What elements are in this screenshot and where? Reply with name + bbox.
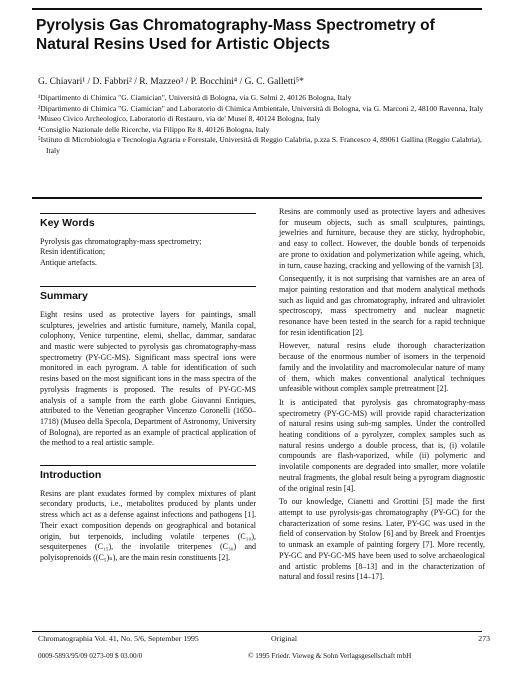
keyword-item: Pyrolysis gas chromatography-mass spectrometry;: [40, 236, 202, 246]
issn-codes: 0009-5893/95/09 0273-09 $ 03.00/0: [38, 652, 143, 660]
copyright-notice: © 1995 Friedr. Vieweg & Sohn Verlagsgesellschaft mbH: [248, 652, 412, 660]
introduction-rule: [40, 465, 256, 466]
keyword-item: Antique artefacts.: [40, 257, 97, 267]
summary-heading: Summary: [40, 290, 88, 303]
summary-text: Eight resins used as protective layers for paintings, small sculptures, jewelries and artistic furniture, namely, Manila copal, colophony, Venice turpentine, elemi, shellac, dammar, sandarac and mastic were subjected to pyrolysis gas chromatography-mass spectrometry (PY-GC-MS). Significant mass spectral ions were monitored in each pyrogram. A table for identification of such resins based on the most significant ions in the mass spectra of the pyrolysis fragments is proposed. The results of PY-GC-MS analysis of a sample from the earth globe Giovanni Enriques, attributed to the Venetian geographer Vincenzo Coronelli (1650–1718) (Museo della Specola, Department of Astronomy, University of Bologna), are reported as an example of practical application of the method to a real artistic sample.: [40, 309, 256, 448]
affiliation-4: ⁴Consiglio Nazionale delle Ricerche, via Filippo Re 8, 40126 Bologna, Italy: [38, 124, 270, 134]
keywords-list: [40, 237, 256, 269]
keywords-rule: [40, 213, 256, 214]
journal-citation: Chromatographia Vol. 41, No. 5/6, September 1995: [38, 634, 199, 643]
affiliation-2: ²Dipartimento di Chimica "G. Ciamician" and Laboratorio di Chimica Ambientale, Università di Bologna, via G. Marconi 2, 48100 Ravenna, Italy: [38, 103, 484, 113]
footer-rule: [32, 631, 482, 632]
article-type: Original: [271, 634, 297, 643]
left-column: [40, 207, 256, 567]
footer-line: [38, 634, 490, 643]
body-paragraph: However, natural resins elude thorough characterization because of the enormous number of isomers in the terpenoid family and the involatility and macromolecular nature of many of them, which makes conventional analytical techniques unfeasible without complex sample pretreatment [2].: [279, 341, 485, 394]
affiliation-list: [38, 93, 488, 157]
right-column: [279, 207, 485, 586]
keyword-item: Resin identification;: [40, 247, 106, 257]
header-divider: [32, 197, 482, 199]
author-list: G. Chiavari¹ / D. Fabbri² / R. Mazzeo³ / P. Bocchini⁴ / G. C. Galletti⁵*: [38, 77, 304, 87]
page-number: 273: [478, 634, 490, 643]
affiliation-3: ³Museo Civico Archeologico, Laboratorio di Restauro, via de' Musei 8, 40124 Bologna, Italy: [38, 114, 321, 124]
body-paragraph: It is anticipated that pyrolysis gas chromatography-mass spectrometry (PY-GC-MS) will provide rapid characterization of natural resins using sub-mg samples. Under the controlled heating conditions of a pyrolyzer, complex samples such as natural resins undergo a double process, that is, (i) volatile compounds are flash-vaporized, while (ii) polymeric and involatile components are degraded into smaller, more volatile neutral fragments, the global result being a pyrogram diagnostic of the original resin [4].: [279, 397, 485, 493]
body-paragraph: To our knowledge, Cianetti and Grottini [5] made the first attempt to use pyrolysis-gas chromatography (PY-GC) for the characterization of some resins. Later, PY-GC was used in the field of conservation by Stolow [6] and by Breek and Froentjes to unmask an example of painting forgery [7]. More recently, PY-GC and PY-GC-MS have been used to solve archaeological and artistic problems [8–13] and in the characterization of natural and fossil resins [14–17].: [279, 497, 485, 582]
body-paragraph: Consequently, it is not surprising that varnishes are an area of major painting restoration and that modern analytical methods such as liquid and gas chromatography, infrared and ultraviolet spectroscopy, mass spectrometry and nuclear magnetic resonance have been tested in the search for a rapid technique for resin identification [2].: [279, 274, 485, 337]
introduction-heading: Introduction: [40, 469, 102, 482]
keywords-heading: Key Words: [40, 217, 95, 229]
footer-codes-line: [38, 652, 490, 660]
affiliation-1: ¹Dipartimento di Chimica "G. Ciamician", Università di Bologna, via G. Selmi 2, 40126 Bologna, Italy: [38, 93, 352, 102]
introduction-text: Resins are plant exudates formed by complex mixtures of plant secondary products, i.e., metabolites produced by plants under stress which act as a defense against infections and pathogens [1]. Their exact composition depends on geographical and botanical origin, but terpenoids, including volatile terpenes (C₁₀), sesquiterpenes (C₁₅), the involatile triterpenes (C₃₀) and polyisoprenoids ((C₅)ₙ), are the main resin constituents [2].: [40, 488, 256, 562]
affiliation-5: ⁵Istituto di Microbiologia e Tecnologia Agraria e Forestale, Università di Reggio Calabria, p.zza S. Francesco 4, 89061 Gallina (Reggio Calabria), Italy: [38, 135, 482, 155]
top-rule: [32, 8, 482, 10]
article-title: Pyrolysis Gas Chromatography-Mass Spectrometry of Natural Resins Used for Artistic Objects: [36, 17, 435, 53]
body-paragraph: Resins are commonly used as protective layers and adhesives for museum objects, such as small sculptures, paintings, jewelries and furniture, because they are sticky, hydrophobic, and easy to collect. However, the double bonds of terpenoids are prone to oxidation and polymerization while ageing, which, in turn, cause hazing, cracking and yellowing of the varnish [3].: [279, 207, 485, 270]
summary-rule: [40, 286, 256, 287]
